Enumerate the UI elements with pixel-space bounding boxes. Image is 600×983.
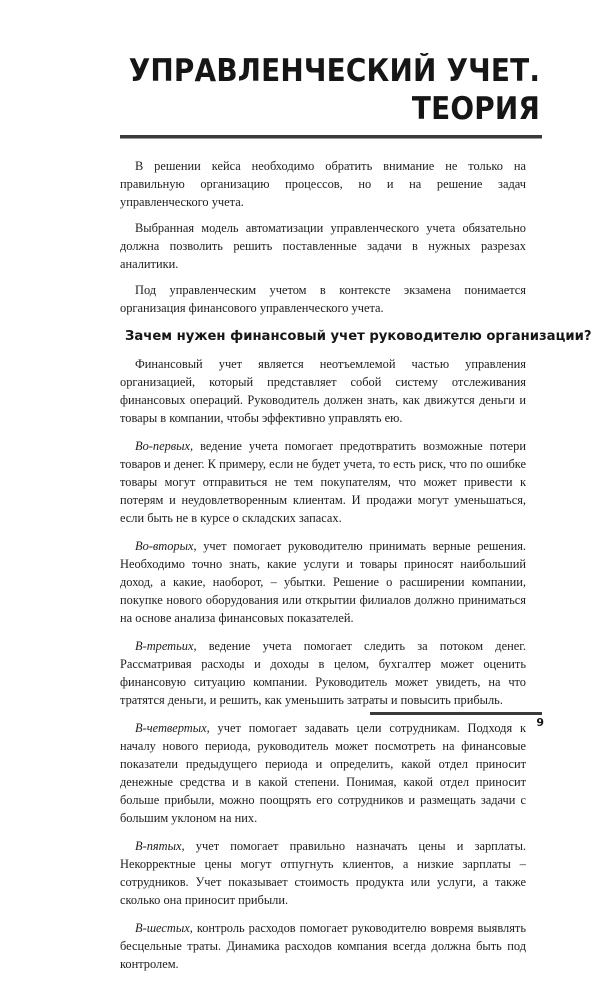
footer-divider xyxy=(370,712,542,715)
title-divider xyxy=(120,135,542,139)
reason-paragraph-3 xyxy=(120,637,526,709)
page-title-line-2: ТЕОРИЯ xyxy=(411,91,540,127)
intro-paragraph-2: Выбранная модель автоматизации управленческого учета обязательно должна позволить решить поставленные задачи в нужных разрезах аналитики. xyxy=(120,221,526,271)
reason-paragraph-5 xyxy=(120,837,526,909)
reason-text-2: учет помогает руководителю принимать верные решения. Необходимо точно знать, какие услуги и товары приносят наибольший доход, а какие, наоборот, – убытки. Решение о расширении компании, покупке нового оборудования или открытии филиалов должно приниматься на основе анализа финансовых показателей. xyxy=(120,539,526,625)
section-lead-paragraph: Финансовый учет является неотъемлемой частью управления организацией, который представляет собой систему отслеживания финансовых операций. Руководитель должен знать, как движутся деньги и товары в компании, чтобы эффективно управлять ею. xyxy=(120,357,526,425)
reason-text-5: учет помогает правильно назначать цены и зарплаты. Некорректные цены могут отпугнуть клиентов, а низкие зарплаты – сотрудников. Учет показывает стоимость продукта или услуги, а также сколько она приносит прибыли. xyxy=(120,839,526,907)
reason-paragraph-2 xyxy=(120,537,526,627)
reason-text-1: ведение учета помогает предотвратить возможные потери товаров и денег. К примеру, если не будет учета, то есть риск, что по ошибке товары могут отправиться не тем покупателям, что может привести к потерям и неудовлетворенным клиентам. И продажи могут уменьшаться, если быть не в курсе о складских запасах. xyxy=(120,439,526,525)
reason-paragraph-6 xyxy=(120,919,526,973)
page-number: 9 xyxy=(536,716,544,729)
reason-paragraph-4 xyxy=(120,719,526,827)
reason-marker-4: В-четвертых, xyxy=(135,721,210,735)
section-heading: Зачем нужен финансовый учет руководителю организации? xyxy=(125,329,592,344)
reason-marker-2: Во-вторых, xyxy=(135,539,197,553)
reason-marker-1: Во-первых, xyxy=(135,439,194,453)
intro-paragraph-3: Под управленческим учетом в контексте экзамена понимается организация финансового управленческого учета. xyxy=(120,283,526,315)
reason-text-3: ведение учета помогает следить за потоком денег. Рассматривая расходы и доходы в целом, бухгалтер может оценить финансовую ситуацию компании. Руководитель может увидеть, на что тратятся деньги, и решить, как уменьшить затраты и повысить прибыль. xyxy=(120,639,526,707)
page-title xyxy=(129,52,540,128)
reason-text-4: учет помогает задавать цели сотрудникам. Подходя к началу нового периода, руководитель может посмотреть на финансовые показатели предыдущего периода и определить, какой отдел приносит денежные средства и в какой степени. Понимая, какой отдел приносит больше прибыли, можно поощрять его сотрудников и размещать задачи с большим уклоном на них. xyxy=(120,721,526,825)
reason-marker-3: В-третьих, xyxy=(135,639,197,653)
reason-text-6: контроль расходов помогает руководителю вовремя выявлять бесцельные траты. Динамика расходов компания всегда должна быть под контролем. xyxy=(120,921,526,971)
intro-paragraph-1: В решении кейса необходимо обратить внимание не только на правильную организацию процессов, но и на решение задач управленческого учета. xyxy=(120,159,526,209)
reason-marker-5: В-пятых, xyxy=(135,839,185,853)
body-text xyxy=(120,157,592,983)
page-title-line-1: УПРАВЛЕНЧЕСКИЙ УЧЕТ. xyxy=(128,53,540,89)
reason-paragraph-1 xyxy=(120,437,526,527)
reason-marker-6: В-шестых, xyxy=(135,921,193,935)
